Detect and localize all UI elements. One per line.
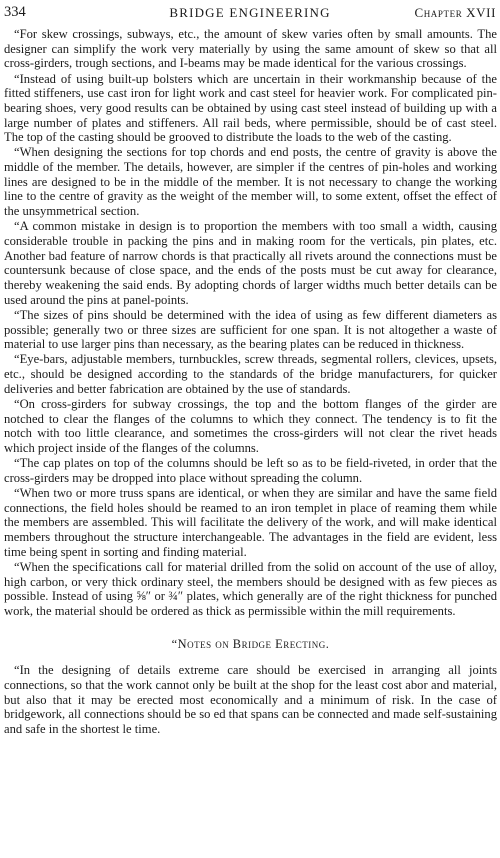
chapter-label: Chapter XVII bbox=[414, 5, 496, 20]
paragraph-pin-sizes: “The sizes of pins should be determined with the idea of using as few different diameters as possible; generally two or three sizes are sufficient for one span. It is not altogether a waste of material to use larger pins than necessary, as the bearing plates can be reduced in thickness. bbox=[4, 307, 497, 352]
paragraph-drilled-material: “When the specifications call for material drilled from the solid on account of the use of alloy, high carbon, or very thick ordinary steel, the members should be designed with as few pieces as possible. Instead of using ⅝″ or ¾″ plates, which generally are of the right thickness for punched work, the material should be ordered as thick as permissible within the mill requirements. bbox=[4, 559, 497, 618]
page-number: 334 bbox=[4, 4, 26, 20]
paragraph-cross-girders: “On cross-girders for subway crossings, the top and the bottom flanges of the girder are notched to clear the flanges of the columns to which they connect. The tendency is to fit the notch with too little clearance, and sometimes the cross-girders will not clear the rivet heads which project inside of the flanges of the columns. bbox=[4, 396, 497, 455]
paragraph-chord-sections: “When designing the sections for top chords and end posts, the centre of gravity is above the middle of the member. The details, however, are simpler if the centres of pin-holes and working lines are designed to be in the middle of the member. It is not necessary to change the working line to the centre of gravity as the weight of the member will, to some extent, offset the effect of the unsymmetrical section. bbox=[4, 145, 497, 219]
paragraph-member-width: “A common mistake in design is to proportion the members with too small a width, causing considerable trouble in packing the pins and in making room for the verticals, pin plates, etc. Another bad feature of narrow chords is that practically all rivets around the connections must be countersunk because of close space, and the ends of the posts must be cut away for clearance, thereby weakening the said ends. By adopting chords of larger widths much better details can be used around the pins at panel-points. bbox=[4, 219, 497, 307]
paragraph-truss-spans: “When two or more truss spans are identical, or when they are similar and have the same field connections, the field holes should be reamed to an iron templet in place of reaming them while the members are assembled. This will facilitate the delivery of the work, and will make identical members throughout the structure interchangeable. The advantages in the field are evident, less time being spent in sorting and finding material. bbox=[4, 486, 497, 559]
paragraph-bolsters: “Instead of using built-up bolsters which are uncertain in their workmanship because of the fitted stiffeners, use cast iron for light work and cast steel for heavier work. For complicated pin-bearing shoes, very good results can be obtained by using cast steel instead of building up with a large number of plates and stiffeners. All rail beds, where permissible, should be of cast steel. The top of the casting should be grooved to distribute the loads to the web of the casting. bbox=[4, 71, 497, 145]
paragraph-skew-crossings: “For skew crossings, subways, etc., the amount of skew varies often by small amounts. The designer can simplify the work very materially by using the same amount of skew so that all cross-girders, trough sections, and I-beams may be made identical for the various crossings. bbox=[4, 27, 497, 71]
paragraph-erecting-details: “In the designing of details extreme care should be exercised in arranging all joints connections, so that the work cannot only be built at the shop for the least cost abor and material, but also that it may be erected most economically and a minimum of risk. In the case of bridgework, all connections should be so ed that spans can be connected and made self-sustaining and safe in the shortest le time. bbox=[4, 663, 497, 736]
paragraph-eye-bars: “Eye-bars, adjustable members, turnbuckles, screw threads, segmental rollers, clevices, upsets, etc., should be designed according to the standards of the bridge manufacturers, for quicker deliveries and better fabrication are obtained by the use of standards. bbox=[4, 352, 497, 396]
running-title: BRIDGE ENGINEERING bbox=[169, 5, 331, 20]
section-heading: “Notes on Bridge Erecting. bbox=[171, 636, 330, 651]
page-body bbox=[4, 27, 497, 737]
page-header bbox=[4, 2, 496, 24]
paragraph-cap-plates: “The cap plates on top of the columns should be left so as to be field-riveted, in order that the cross-girders may be dropped into place without spreading the column. bbox=[4, 456, 497, 485]
